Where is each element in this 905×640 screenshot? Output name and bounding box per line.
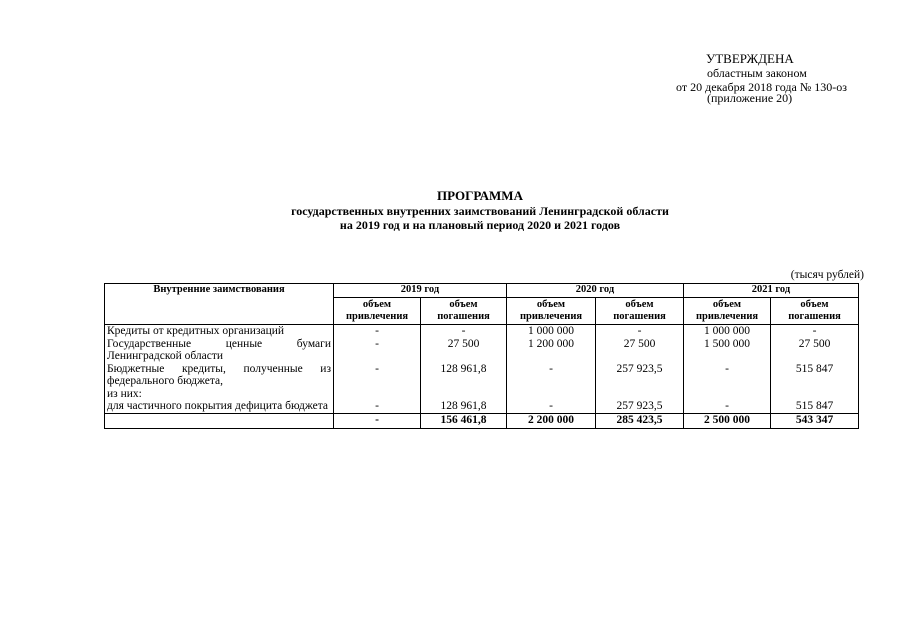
year-header-2019: 2019 год <box>334 284 507 298</box>
cell-value: - <box>334 325 421 338</box>
cell-value <box>684 388 771 401</box>
approval-stamp <box>676 52 847 105</box>
borrowing-table <box>104 283 859 429</box>
cell-value: 257 923,5 <box>596 400 684 413</box>
total-value: 156 461,8 <box>421 413 507 428</box>
cell-value: 1 200 000 <box>507 338 596 363</box>
cell-value: - <box>684 363 771 388</box>
total-row <box>105 413 859 428</box>
cell-value: - <box>334 363 421 388</box>
total-value: 285 423,5 <box>596 413 684 428</box>
cell-value: - <box>334 338 421 363</box>
cell-value <box>421 388 507 401</box>
cell-value: - <box>684 400 771 413</box>
cell-value: 128 961,8 <box>421 400 507 413</box>
col-header-borrowings: Внутренние заимствования <box>105 284 334 325</box>
cell-value: 1 500 000 <box>684 338 771 363</box>
total-label <box>105 413 334 428</box>
cell-value: 128 961,8 <box>421 363 507 388</box>
cell-value: 1 000 000 <box>684 325 771 338</box>
approval-law: областным законом <box>707 66 807 80</box>
subheader-attract: объем привлечения <box>684 298 771 325</box>
subheader-attract: объем привлечения <box>507 298 596 325</box>
cell-value <box>596 388 684 401</box>
subheader-repay: объем погашения <box>421 298 507 325</box>
cell-value: 515 847 <box>771 400 859 413</box>
cell-value: 257 923,5 <box>596 363 684 388</box>
cell-value <box>334 388 421 401</box>
cell-value: - <box>507 400 596 413</box>
row-name: Бюджетные кредиты, полученные из федерального бюджета, <box>105 363 334 388</box>
table-row <box>105 400 859 413</box>
subheader-repay: объем погашения <box>771 298 859 325</box>
cell-value: - <box>771 325 859 338</box>
total-value: 2 200 000 <box>507 413 596 428</box>
row-name: из них: <box>105 388 334 401</box>
title-heading: ПРОГРАММА <box>437 188 523 203</box>
document-title <box>100 189 860 232</box>
cell-value: 515 847 <box>771 363 859 388</box>
title-period: на 2019 год и на плановый период 2020 и 2021 годов <box>339 218 621 232</box>
cell-value: 27 500 <box>771 338 859 363</box>
approval-date: от 20 декабря 2018 года № 130-оз <box>676 80 848 94</box>
row-name: Государственные ценные бумаги Ленинградской области <box>105 338 334 363</box>
total-value: 543 347 <box>771 413 859 428</box>
approval-title: УТВЕРЖДЕНА <box>706 51 794 66</box>
table-row <box>105 325 859 338</box>
total-value: - <box>334 413 421 428</box>
table-row <box>105 338 859 363</box>
table-row <box>105 388 859 401</box>
units-label: (тысяч рублей) <box>790 269 864 281</box>
cell-value: - <box>507 363 596 388</box>
cell-value: - <box>596 325 684 338</box>
total-value: 2 500 000 <box>684 413 771 428</box>
cell-value: 1 000 000 <box>507 325 596 338</box>
cell-value: 27 500 <box>596 338 684 363</box>
subheader-repay: объем погашения <box>596 298 684 325</box>
cell-value: 27 500 <box>421 338 507 363</box>
table-row <box>105 363 859 388</box>
cell-value: - <box>421 325 507 338</box>
year-header-2021: 2021 год <box>684 284 859 298</box>
cell-value <box>507 388 596 401</box>
cell-value <box>771 388 859 401</box>
approval-appendix: (приложение 20) <box>707 91 793 105</box>
row-name: для частичного покрытия дефицита бюджета <box>105 400 334 413</box>
year-header-2020: 2020 год <box>507 284 684 298</box>
subheader-attract: объем привлечения <box>334 298 421 325</box>
title-subject: государственных внутренних заимствований Ленинградской области <box>291 204 669 218</box>
row-name: Кредиты от кредитных организаций <box>105 325 334 338</box>
cell-value: - <box>334 400 421 413</box>
